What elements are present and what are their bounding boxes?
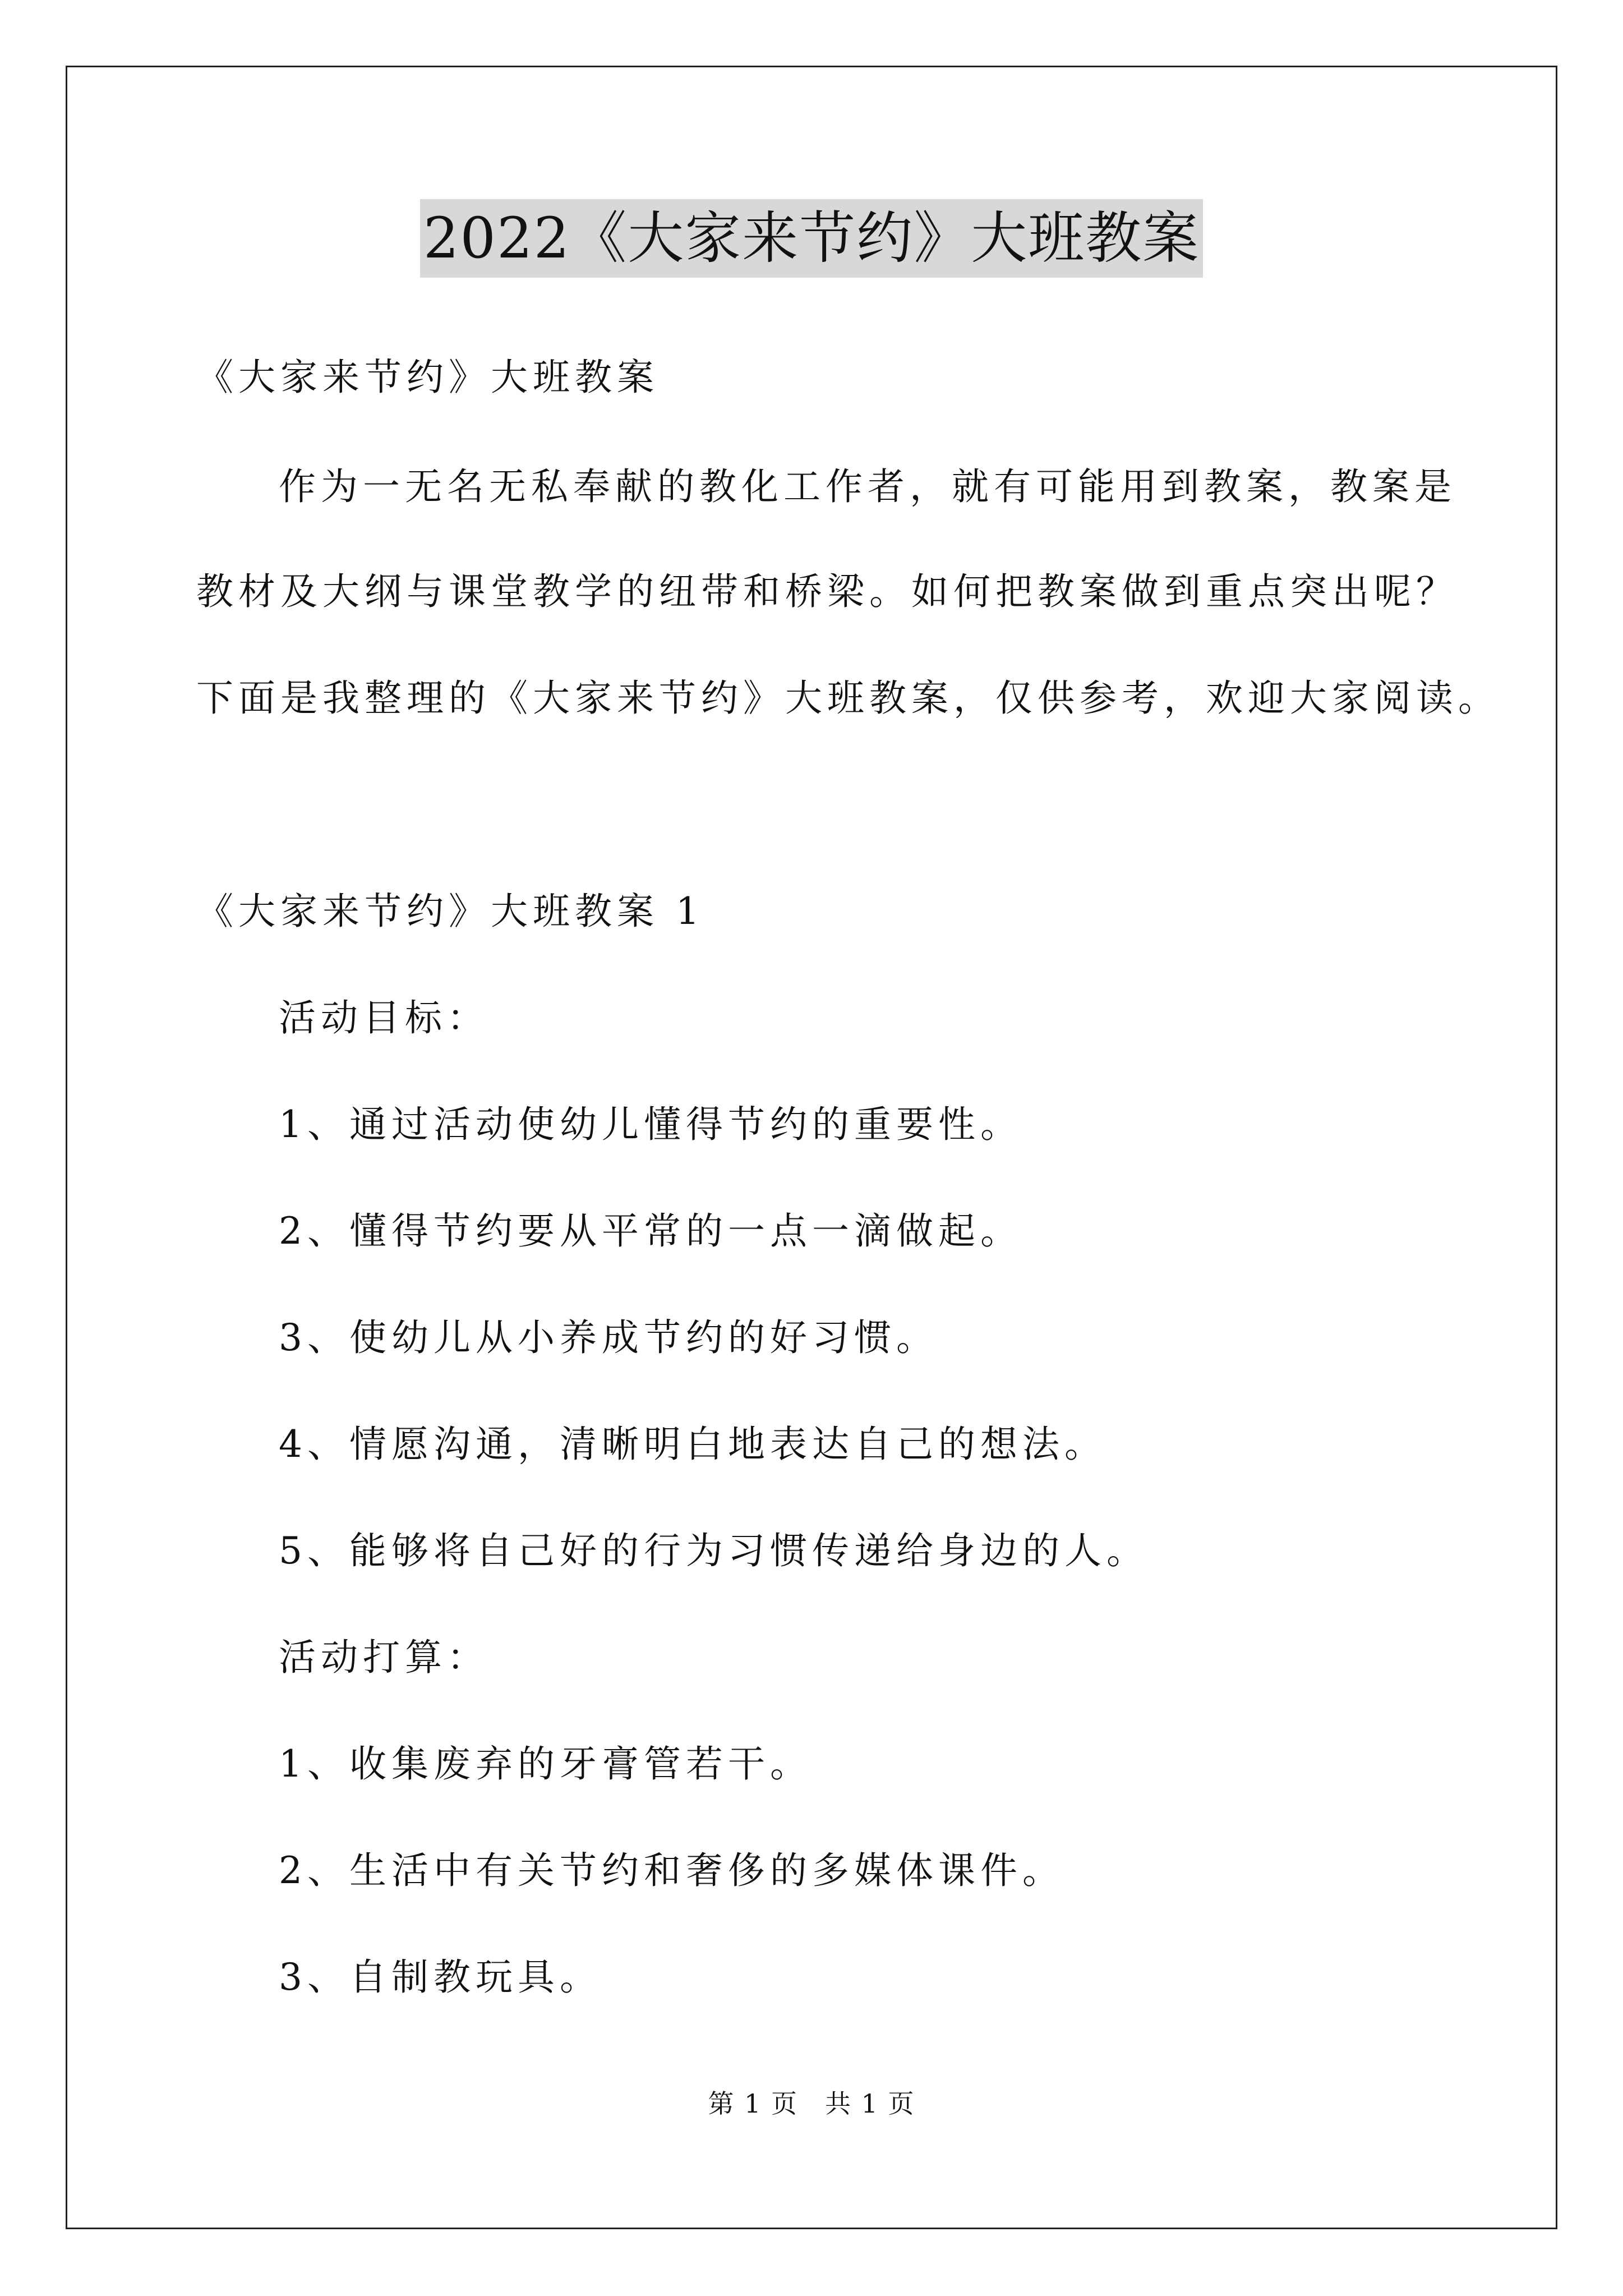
prep-heading: 活动打算： [279, 1636, 489, 1679]
prep-item: 1、收集废弃的牙膏管若干。 [279, 1742, 812, 1786]
goal-item: 4、情愿沟通，清晰明白地表达自己的想法。 [279, 1423, 1106, 1466]
page-footer: 第 1 页 共 1 页 [708, 2088, 915, 2119]
section-heading: 《大家来节约》大班教案 1 [196, 890, 704, 933]
document-title: 2022《大家来节约》大班教案 [420, 199, 1204, 278]
prep-item: 2、生活中有关节约和奢侈的多媒体课件。 [279, 1849, 1064, 1892]
subtitle: 《大家来节约》大班教案 [196, 356, 659, 399]
goal-item: 5、能够将自己好的行为习惯传递给身边的人。 [279, 1529, 1149, 1572]
goal-item: 3、使幼儿从小养成节约的好习惯。 [279, 1316, 938, 1359]
goal-item: 2、懂得节约要从平常的一点一滴做起。 [279, 1209, 1022, 1253]
intro-line-1: 作为一无名无私奉献的教化工作者，就有可能用到教案，教案是 [279, 465, 1456, 508]
intro-line-3: 下面是我整理的《大家来节约》大班教案，仅供参考，欢迎大家阅读。 [196, 677, 1500, 720]
prep-item: 3、自制教玩具。 [279, 1955, 602, 1999]
goals-heading: 活动目标： [279, 996, 489, 1039]
title-container [0, 199, 1623, 278]
intro-line-2: 教材及大纲与课堂教学的纽带和桥梁。如何把教案做到重点突出呢？ [196, 570, 1458, 613]
goal-item: 1、通过活动使幼儿懂得节约的重要性。 [279, 1103, 1022, 1146]
